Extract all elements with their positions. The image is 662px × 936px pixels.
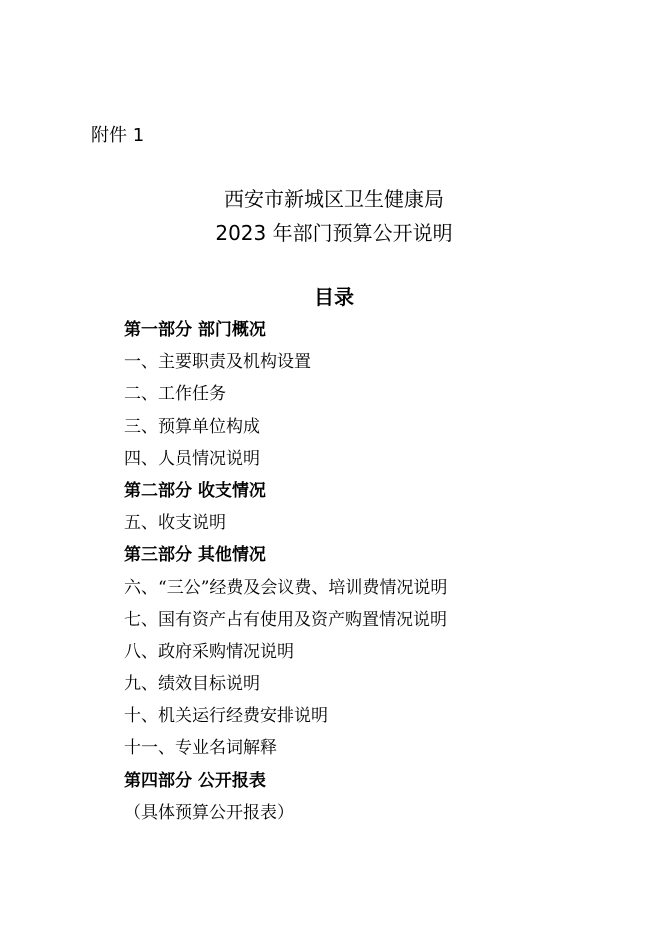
- toc-part-3: 第三部分 其他情况: [124, 545, 266, 566]
- toc-note: （具体预算公开报表）: [124, 802, 294, 823]
- toc-item-6: 六、“三公”经费及会议费、培训费情况说明: [124, 577, 448, 598]
- toc-item-4: 四、人员情况说明: [124, 448, 260, 469]
- toc-item-8: 八、政府采购情况说明: [124, 641, 294, 662]
- attachment-label: 附件 1: [91, 125, 145, 146]
- toc-item-1: 一、主要职责及机构设置: [124, 352, 311, 373]
- toc-item-10: 十、机关运行经费安排说明: [124, 706, 328, 727]
- toc-item-7: 七、国有资产占有使用及资产购置情况说明: [124, 609, 447, 630]
- toc-part-1: 第一部分 部门概况: [124, 320, 266, 340]
- toc-part-4: 第四部分 公开报表: [124, 770, 266, 791]
- table-of-contents: [124, 316, 447, 831]
- toc-item-11: 十一、专业名词解释: [124, 738, 277, 759]
- document-subtitle: 2023 年部门预算公开说明: [215, 221, 453, 245]
- toc-heading: 目录: [314, 285, 354, 309]
- toc-item-9: 九、绩效目标说明: [124, 674, 260, 695]
- document-title: 西安市新城区卫生健康局: [224, 187, 444, 211]
- toc-item-3: 三、预算单位构成: [124, 416, 260, 437]
- toc-item-5: 五、收支说明: [124, 513, 226, 534]
- toc-item-2: 二、工作任务: [124, 384, 226, 405]
- toc-part-2: 第二部分 收支情况: [124, 480, 266, 501]
